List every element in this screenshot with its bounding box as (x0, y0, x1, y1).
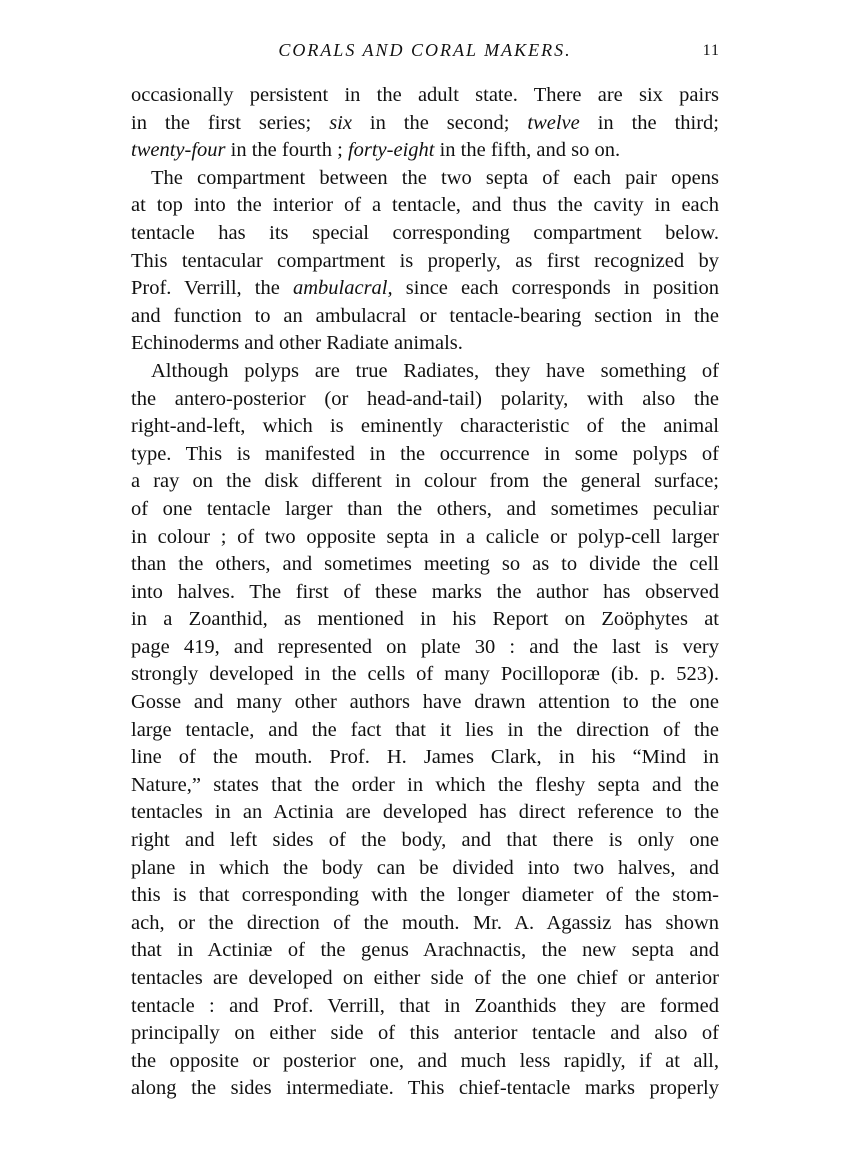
text-line (131, 910, 719, 938)
text-segment: occasionally persistent in the adult state. There are six pairs (131, 84, 719, 106)
italic-text: twelve (527, 111, 580, 134)
text-line (131, 579, 719, 607)
text-segment: Nature,” states that the order in which the fleshy septa and the (131, 773, 719, 796)
text-segment: line of the mouth. Prof. H. James Clark, in his “Mind in (131, 746, 719, 769)
text-segment: that in Actiniæ of the genus Arachnactis, the new septa and (131, 939, 719, 962)
text-segment: in the fifth, and so on. (434, 139, 621, 162)
text-segment: than the others, and sometimes meeting so as to divide the cell (131, 553, 719, 576)
page-header (130, 38, 720, 68)
text-segment: since each corresponds in position (392, 277, 719, 300)
text-segment: of one tentacle larger than the others, and sometimes peculiar (131, 497, 719, 520)
text-segment: into halves. The first of these marks the author has observed (131, 580, 719, 603)
text-segment: right-and-left, which is eminently characteristic of the animal (131, 415, 719, 438)
text-segment: The compartment between the two septa of each pair opens (151, 166, 719, 189)
text-line (131, 855, 719, 883)
italic-text: forty-eight (347, 139, 435, 162)
text-line (131, 937, 719, 965)
text-line (131, 689, 719, 717)
text-line (131, 661, 719, 689)
text-segment: at top into the interior of a tentacle, and thus the cavity in each (131, 194, 719, 217)
body-text (131, 82, 719, 1103)
text-segment: principally on either side of this anterior tentacle and also of (131, 1022, 719, 1045)
text-segment: along the sides intermediate. This chief-tentacle marks properly (131, 1077, 719, 1100)
text-line (131, 110, 719, 138)
text-segment: strongly developed in the cells of many Pocilloporæ (ib. p. 523). (131, 663, 719, 686)
text-segment: Prof. Verrill, the (131, 277, 293, 300)
text-line (131, 799, 719, 827)
text-segment: tentacle has its special corresponding compartment below. (131, 221, 719, 244)
paragraph (131, 82, 719, 165)
italic-text: twenty-four (131, 139, 226, 162)
text-segment: ach, or the direction of the mouth. Mr. A. Agassiz has shown (131, 911, 719, 934)
text-segment: This tentacular compartment is properly, as first recognized by (131, 249, 719, 272)
text-line (131, 275, 719, 303)
text-segment: the antero-posterior (or head-and-tail) polarity, with also the (131, 387, 719, 410)
text-line (131, 1020, 719, 1048)
text-segment: the opposite or posterior one, and much less rapidly, if at all, (131, 1049, 719, 1072)
text-line (131, 827, 719, 855)
paragraph (131, 358, 719, 1103)
text-line (131, 965, 719, 993)
page-number: 11 (702, 42, 720, 59)
text-line (131, 330, 719, 358)
text-segment: Although polyps are true Radiates, they have something of (151, 359, 719, 382)
text-line (131, 1075, 719, 1103)
text-segment: right and left sides of the body, and that there is only one (131, 829, 719, 852)
text-segment: this is that corresponding with the longer diameter of the stom- (131, 884, 719, 907)
text-line (131, 303, 719, 331)
text-segment: a ray on the disk different in colour from the general surface; (131, 470, 719, 493)
text-line (131, 606, 719, 634)
italic-text: six (329, 111, 352, 134)
text-line (131, 551, 719, 579)
text-line (131, 634, 719, 662)
text-segment: and function to an ambulacral or tentacle-bearing section in the (131, 304, 719, 327)
text-line (131, 496, 719, 524)
text-segment: in a Zoanthid, as mentioned in his Report on Zoöphytes at (131, 608, 719, 631)
text-line (131, 192, 719, 220)
text-line (131, 772, 719, 800)
text-segment: in the second; (351, 111, 528, 134)
running-title: CORALS AND CORAL MAKERS. (278, 40, 572, 60)
text-segment: plane in which the body can be divided into two halves, and (131, 856, 719, 879)
text-line (131, 137, 719, 165)
text-line (131, 993, 719, 1021)
text-line (131, 165, 719, 193)
text-segment: Echinoderms and other Radiate animals. (131, 332, 463, 355)
text-segment: in the third; (579, 111, 719, 134)
text-line (131, 882, 719, 910)
text-segment: in colour ; of two opposite septa in a calicle or polyp-cell larger (131, 525, 719, 548)
text-segment: Gosse and many other authors have drawn attention to the one (131, 691, 719, 714)
text-segment: in the first series; (131, 111, 330, 134)
text-segment: in the fourth ; (225, 139, 348, 162)
text-line (131, 1048, 719, 1076)
text-line (131, 744, 719, 772)
text-line (131, 524, 719, 552)
text-segment: tentacle : and Prof. Verrill, that in Zoanthids they are formed (131, 994, 719, 1017)
text-line (131, 82, 719, 110)
text-line (131, 248, 719, 276)
text-line (131, 358, 719, 386)
text-line (131, 413, 719, 441)
text-line (131, 468, 719, 496)
text-segment: tentacles are developed on either side of the one chief or anterior (131, 967, 719, 989)
text-segment: large tentacle, and the fact that it lies in the direction of the (131, 718, 719, 741)
text-line (131, 441, 719, 469)
text-line (131, 717, 719, 745)
text-segment: page 419, and represented on plate 30 : and the last is very (131, 635, 719, 658)
italic-text: ambulacral, (292, 277, 393, 300)
text-line (131, 386, 719, 414)
text-segment: tentacles in an Actinia are developed has direct reference to the (131, 801, 719, 824)
text-segment: type. This is manifested in the occurrence in some polyps of (131, 442, 719, 465)
paragraph (131, 165, 719, 358)
text-line (131, 220, 719, 248)
